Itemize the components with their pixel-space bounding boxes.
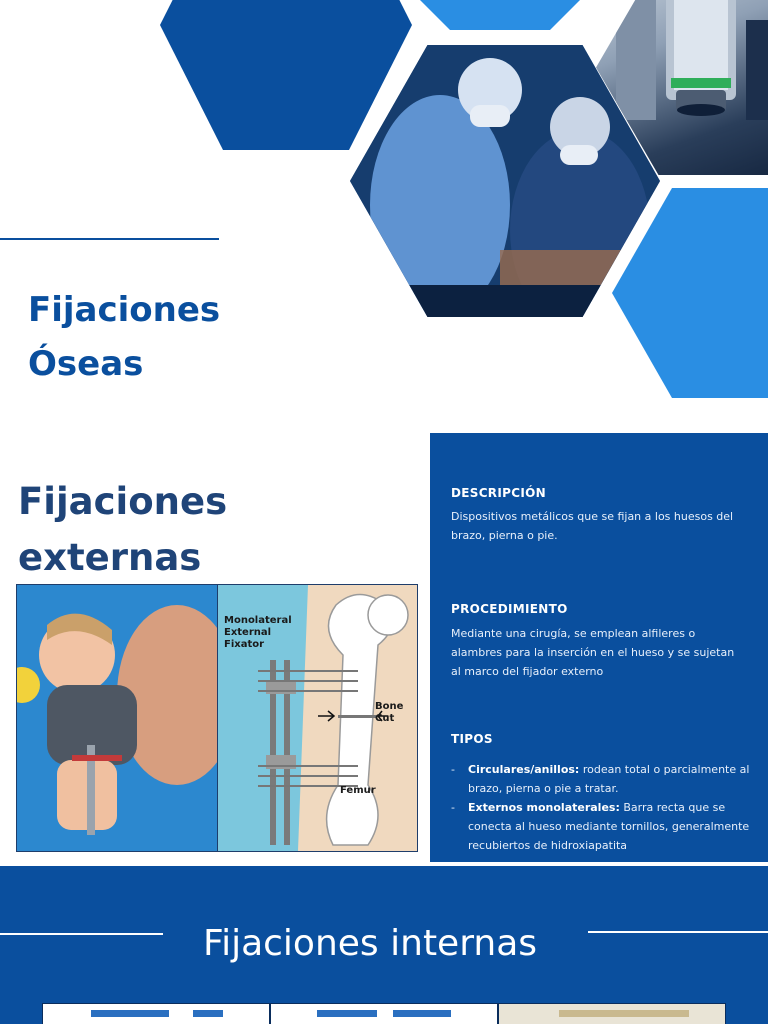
internal-fixation-slide [0,866,768,1024]
procedimiento-heading: PROCEDIMIENTO [451,602,568,616]
image-caption-bar [91,1010,169,1017]
title-line-1: Fijaciones [28,290,221,330]
internal-fixation-image [270,1003,498,1024]
external-fixation-slide [0,430,768,862]
decorative-hexagon-dark [160,0,412,150]
image-caption-bar [193,1010,223,1017]
list-item: - Circulares/anillos: rodean total o parcialmente al brazo, pierna o pie a tratar. [451,763,750,795]
title-divider-right [588,931,768,933]
list-item: - Externos monolaterales: Barra recta que se conecta al hueso mediante tornillos, generalmente recubiertos de hidroxiapatita [451,801,750,852]
tipo-text: Barra recta que se conecta al hueso mediante tornillos, generalmente recubiertos de hidroxiapatita [468,801,750,852]
bone-cut-label: Bone Cut [375,701,404,724]
info-panel [430,433,768,862]
internal-fixation-image [498,1003,726,1024]
section-title: Fijaciones internas [202,923,538,964]
image-detail [559,1010,689,1017]
section-title-line-1: Fijaciones [18,480,228,523]
monolateral-fixator-diagram [217,585,418,851]
tipos-heading: TIPOS [451,732,493,746]
tipo-text: rodean total o parcialmente al brazo, pierna o pie a tratar. [468,763,750,795]
descripcion-heading: DESCRIPCIÓN [451,486,546,500]
image-caption-bar [317,1010,377,1017]
femur-label: Femur [340,785,376,796]
child-with-fixator-photo [17,585,217,851]
title-slide [0,0,768,418]
fixator-label: Monolateral External Fixator [224,615,292,650]
tipo-term: Circulares/anillos: [468,763,580,776]
title-divider-left [0,933,163,935]
title-line-2: Óseas [28,344,144,384]
tipos-list [451,760,751,855]
internal-fixation-image [42,1003,270,1024]
page-title [28,283,328,391]
tipo-term: Externos monolaterales: [468,801,620,814]
procedimiento-body: Mediante una cirugía, se emplean alfileres o alambres para la inserción en el hueso y se sujetan al marco del fijador externo [451,627,735,678]
descripcion-body: Dispositivos metálicos que se fijan a los huesos del brazo, pierna o pie. [451,510,734,542]
title-divider [0,238,219,240]
external-fixator-image [16,584,418,852]
image-caption-bar [393,1010,451,1017]
section-title-line-2: externas [18,536,202,579]
section-title [18,474,398,586]
decorative-hexagon-light [400,0,600,30]
